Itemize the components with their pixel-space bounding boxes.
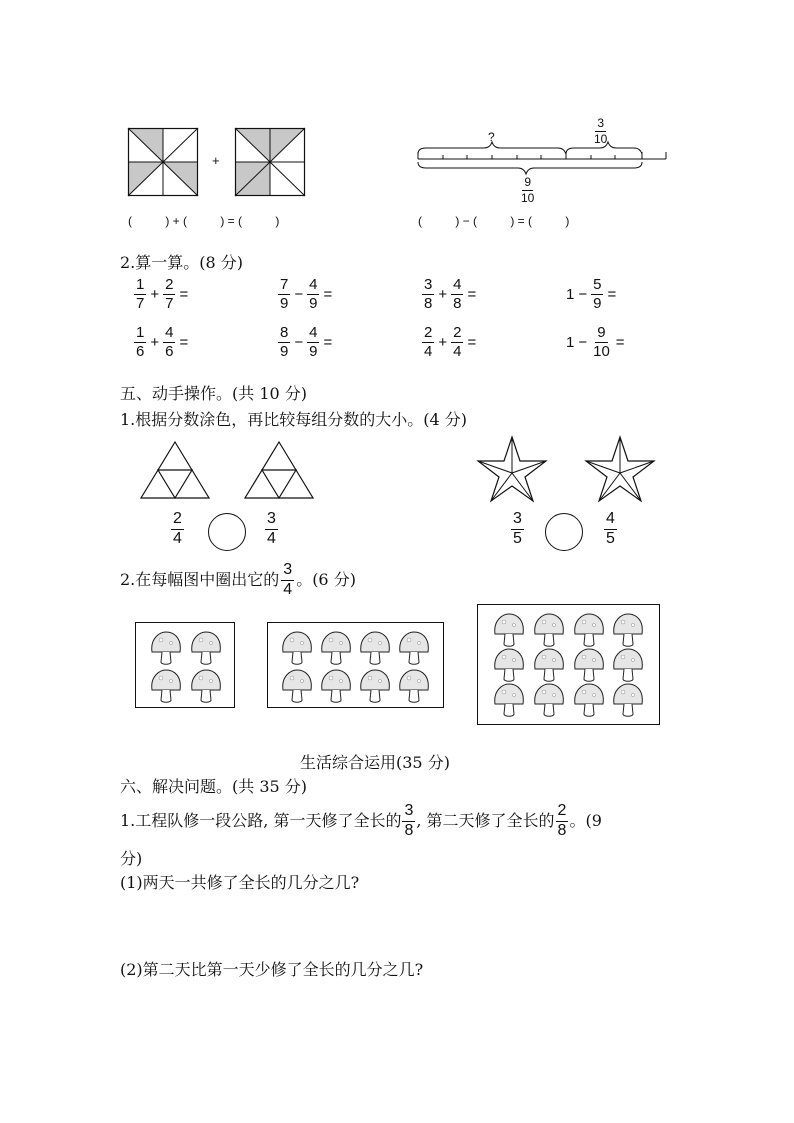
mushroom-icon <box>322 670 351 702</box>
mushroom-icon <box>575 649 604 681</box>
mushroom-icon <box>495 614 524 646</box>
numberline-top-fraction: $\frac{3}{10}$ <box>594 116 608 146</box>
calc-r1c3: $\frac{3}{8}$ + $\frac{4}{8}$ = <box>424 276 477 312</box>
section5-q1: 1.根据分数涂色，再比较每组分数的大小。(4 分) <box>120 410 468 429</box>
mushroom-icon <box>152 632 181 664</box>
section5-title: 五、动手操作。(共 10 分) <box>120 384 308 403</box>
triangle-left-fraction: $\frac{2}{4}$ <box>173 510 182 547</box>
mushroom-icon <box>322 632 351 664</box>
mushroom-icon <box>495 684 524 716</box>
section6-q1-sub1: (1)两天一共修了全长的几分之几? <box>120 873 360 892</box>
calc-r2c1: $\frac{1}{6}$ + $\frac{4}{6}$ = <box>136 324 189 360</box>
blank-sum-line[interactable]: ( ) + ( ) = ( ) <box>128 214 280 228</box>
mushroom-icon <box>495 649 524 681</box>
star-left-fraction: $\frac{3}{5}$ <box>513 510 522 547</box>
mushroom-icon <box>400 670 429 702</box>
numberline-bottom-fraction: $\frac{9}{10}$ <box>521 175 535 205</box>
mushroom-icon <box>575 684 604 716</box>
mushroom-icon <box>535 614 564 646</box>
q2-title: 2.算一算。(8 分) <box>120 253 244 272</box>
mushroom-icon <box>614 684 643 716</box>
mushroom-icon <box>614 614 643 646</box>
mushroom-icon <box>192 632 221 664</box>
calc-r1c1: $\frac{1}{7}$ + $\frac{2}{7}$ = <box>136 276 189 312</box>
mushroom-icon <box>535 684 564 716</box>
mushroom-icon <box>192 670 221 702</box>
calc-r2c2: $\frac{8}{9}$ − $\frac{4}{9}$ = <box>280 324 333 360</box>
star-right-fraction: $\frac{4}{5}$ <box>606 510 615 547</box>
calc-r2c4: 1 − $\frac{9}{10}$ = <box>566 324 625 360</box>
mushroom-icon <box>614 649 643 681</box>
mushroom-icon <box>575 614 604 646</box>
triangle-right-fraction: $\frac{3}{4}$ <box>267 510 276 547</box>
section5-q2: 2.在每幅图中圈出它的 $\frac{3}{4}$ 。(6 分) <box>120 561 356 598</box>
blank-difference-line[interactable]: ( ) − ( ) = ( ) <box>418 214 570 228</box>
plus-sign: + <box>212 153 220 168</box>
section6-q1-sub2: (2)第二天比第一天少修了全长的几分之几? <box>120 960 424 979</box>
mushroom-icon <box>361 632 390 664</box>
section6-q1: 1.工程队修一段公路, 第一天修了全长的 $\frac{3}{8}$ , 第二天修了全长的 $\frac{2}{8}$ 。(9 <box>120 802 602 839</box>
mushroom-icon <box>361 670 390 702</box>
mushroom-icon <box>283 670 312 702</box>
mushroom-icon <box>400 632 429 664</box>
calc-r1c2: $\frac{7}{9}$ − $\frac{4}{9}$ = <box>280 276 333 312</box>
part-title: 生活综合运用(35 分) <box>300 753 450 772</box>
calc-r2c3: $\frac{2}{4}$ + $\frac{2}{4}$ = <box>424 324 477 360</box>
section6-q1-score: 分) <box>120 849 143 868</box>
numberline-question: ? <box>488 130 495 144</box>
mushroom-icon <box>152 670 181 702</box>
section6-title: 六、解决问题。(共 35 分) <box>120 777 308 796</box>
mushroom-icon <box>535 649 564 681</box>
calc-r1c4: 1 − $\frac{5}{9}$ = <box>566 276 617 312</box>
mushroom-icon <box>283 632 312 664</box>
